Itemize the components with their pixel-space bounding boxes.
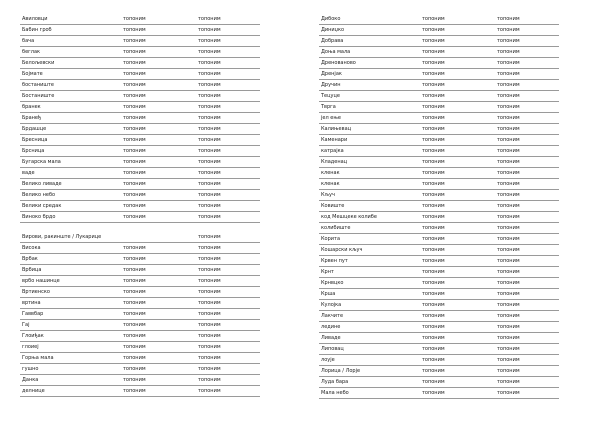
toponym-type-cell: топоним (420, 322, 495, 333)
toponym-type-cell: топоним (196, 179, 260, 190)
toponym-name-cell: Дручин (319, 80, 420, 91)
table-row (319, 157, 559, 168)
table-row (319, 91, 559, 102)
toponym-type-cell: топоним (495, 289, 559, 300)
toponym-type-cell: топоним (495, 36, 559, 47)
toponym-name-cell: катрајка (319, 146, 420, 157)
table-row (20, 375, 260, 386)
toponym-type-cell: топоним (495, 234, 559, 245)
toponym-name-cell: Вирови, ракинште / Лукарице (20, 223, 121, 243)
toponym-type-cell: топоним (196, 58, 260, 69)
toponym-type-cell: топоним (495, 212, 559, 223)
toponym-name-cell: Ливаде (319, 333, 420, 344)
table-row (20, 201, 260, 212)
toponym-type-cell: топоним (121, 113, 196, 124)
toponym-type-cell: топоним (495, 300, 559, 311)
toponym-type-cell: топоним (196, 36, 260, 47)
toponym-name-cell: Доња мала (319, 47, 420, 58)
toponym-name-cell: врбо нашинце (20, 276, 121, 287)
toponym-name-cell: Бојмате (20, 69, 121, 80)
toponym-type-cell: топоним (196, 287, 260, 298)
toponym-type-cell: топоним (121, 91, 196, 102)
toponym-type-cell: топоним (420, 80, 495, 91)
toponym-type-cell: топоним (121, 190, 196, 201)
toponym-type-cell: топоним (495, 102, 559, 113)
toponym-type-cell: топоним (196, 375, 260, 386)
toponym-type-cell: топоним (196, 47, 260, 58)
toponym-type-cell: топоним (495, 333, 559, 344)
table-row (20, 287, 260, 298)
toponym-name-cell: Висока (20, 243, 121, 254)
toponym-type-cell: топоним (420, 179, 495, 190)
toponym-name-cell: Брдашце (20, 124, 121, 135)
toponym-type-cell: топоним (196, 135, 260, 146)
toponym-type-cell: топоним (121, 375, 196, 386)
toponym-name-cell: Крнт (319, 267, 420, 278)
toponym-name-cell: гушно (20, 364, 121, 375)
toponym-type-cell: топоним (196, 298, 260, 309)
toponym-name-cell: Виноко брдо (20, 212, 121, 223)
toponym-type-cell: топоним (121, 254, 196, 265)
table-row (319, 179, 559, 190)
toponym-type-cell: топоним (121, 276, 196, 287)
toponym-name-cell: Велики средак (20, 201, 121, 212)
table-row (20, 91, 260, 102)
toponym-type-cell: топоним (495, 366, 559, 377)
table-row (20, 14, 260, 25)
toponym-type-cell: топоним (495, 80, 559, 91)
table-row (319, 14, 559, 25)
toponym-type-cell: топоним (196, 265, 260, 276)
toponym-type-cell: топоним (196, 276, 260, 287)
toponym-type-cell: топоним (121, 386, 196, 397)
toponym-type-cell: топоним (121, 320, 196, 331)
table-row (319, 168, 559, 179)
table-row (319, 80, 559, 91)
toponym-name-cell: Кошарски кључ (319, 245, 420, 256)
toponym-name-cell: Крша (319, 289, 420, 300)
table-row (319, 366, 559, 377)
toponym-type-cell: топоним (495, 201, 559, 212)
toponym-type-cell: топоним (196, 190, 260, 201)
toponym-type-cell: топоним (495, 91, 559, 102)
toponym-name-cell: Авиловци (20, 14, 121, 25)
toponym-type-cell: топоним (196, 342, 260, 353)
toponym-name-cell: Липовац (319, 344, 420, 355)
toponym-type-cell: топоним (495, 47, 559, 58)
toponym-type-cell: топоним (121, 179, 196, 190)
table-row (319, 102, 559, 113)
table-row (20, 386, 260, 397)
table-row (319, 58, 559, 69)
toponym-type-cell: топоним (196, 80, 260, 91)
toponym-name-cell: Добрава (319, 36, 420, 47)
toponym-type-cell: топоним (121, 364, 196, 375)
table-row (319, 25, 559, 36)
table-row (20, 168, 260, 179)
toponym-name-cell: Луда бара (319, 377, 420, 388)
table-row (20, 364, 260, 375)
toponym-type-cell: топоним (196, 212, 260, 223)
toponym-type-cell: топоним (495, 25, 559, 36)
toponym-type-cell: топоним (420, 36, 495, 47)
toponym-type-cell: топоним (121, 102, 196, 113)
toponym-type-cell: топоним (196, 331, 260, 342)
table-row (20, 135, 260, 146)
toponym-type-cell: топоним (495, 245, 559, 256)
table-row (319, 146, 559, 157)
left-table (20, 14, 260, 397)
toponym-type-cell: топоним (420, 278, 495, 289)
toponym-type-cell: топоним (495, 278, 559, 289)
toponym-type-cell: топоним (196, 91, 260, 102)
toponym-name-cell: Врбак (20, 254, 121, 265)
toponym-type-cell: топоним (196, 102, 260, 113)
table-row (319, 355, 559, 366)
table-row (319, 322, 559, 333)
toponym-type-cell: топоним (420, 69, 495, 80)
table-row (20, 124, 260, 135)
toponym-type-cell: топоним (495, 135, 559, 146)
toponym-type-cell: топоним (121, 331, 196, 342)
toponym-type-cell: топоним (420, 135, 495, 146)
right-table (319, 14, 559, 399)
table-row (319, 344, 559, 355)
toponym-name-cell: Велико ливаде (20, 179, 121, 190)
toponym-name-cell: Тврга (319, 102, 420, 113)
toponym-type-cell: топоним (495, 14, 559, 25)
toponym-name-cell: Врбица (20, 265, 121, 276)
table-row (319, 388, 559, 399)
toponym-type-cell: топоним (420, 355, 495, 366)
toponym-type-cell: топоним (420, 212, 495, 223)
toponym-type-cell: топоним (420, 344, 495, 355)
toponym-name-cell: Бранеђ (20, 113, 121, 124)
toponym-type-cell: топоним (196, 69, 260, 80)
toponym-type-cell: топоним (420, 289, 495, 300)
table-row (319, 256, 559, 267)
toponym-name-cell: Дибоко (319, 14, 420, 25)
table-row (20, 265, 260, 276)
toponym-type-cell: топоним (196, 254, 260, 265)
toponym-type-cell: топоним (420, 113, 495, 124)
toponym-type-cell: топоним (121, 201, 196, 212)
toponym-type-cell: топоним (420, 146, 495, 157)
table-row (319, 47, 559, 58)
toponym-type-cell: топоним (420, 333, 495, 344)
table-row (20, 58, 260, 69)
toponym-type-cell: топоним (196, 124, 260, 135)
toponym-type-cell: топоним (420, 91, 495, 102)
toponym-name-cell: Кладенац (319, 157, 420, 168)
toponym-name-cell: Вртиенско (20, 287, 121, 298)
table-row (319, 113, 559, 124)
toponym-name-cell: код Мешцеке колибе (319, 212, 420, 223)
toponym-type-cell: топоним (495, 388, 559, 399)
toponym-type-cell: топоним (495, 344, 559, 355)
table-row (20, 223, 260, 243)
toponym-name-cell: ваде (20, 168, 121, 179)
table-row (319, 135, 559, 146)
toponym-type-cell: топоним (121, 342, 196, 353)
toponym-name-cell: Ковиште (319, 201, 420, 212)
toponym-name-cell: Гај (20, 320, 121, 331)
toponym-type-cell: топоним (196, 364, 260, 375)
toponym-type-cell: топоним (196, 243, 260, 254)
toponym-name-cell: Белољевски (20, 58, 121, 69)
toponym-type-cell: топоним (420, 201, 495, 212)
table-row (319, 377, 559, 388)
toponym-type-cell: топоним (196, 353, 260, 364)
table-row (319, 124, 559, 135)
toponym-type-cell: топоним (420, 267, 495, 278)
toponym-type-cell: топоним (121, 168, 196, 179)
toponym-name-cell: Гаввбар (20, 309, 121, 320)
table-row (20, 190, 260, 201)
table-row (20, 36, 260, 47)
toponym-type-cell: топоним (420, 58, 495, 69)
table-row (319, 36, 559, 47)
toponym-type-cell: топоним (420, 366, 495, 377)
table-row (319, 278, 559, 289)
table-row (20, 146, 260, 157)
table-row (319, 311, 559, 322)
toponym-type-cell: топоним (495, 124, 559, 135)
toponym-type-cell: топоним (420, 102, 495, 113)
table-row (20, 69, 260, 80)
table-row (319, 245, 559, 256)
toponym-type-cell: топоним (121, 58, 196, 69)
toponym-name-cell: Дренјак (319, 69, 420, 80)
toponym-name-cell: Бресница (20, 135, 121, 146)
toponym-type-cell: топоним (495, 179, 559, 190)
table-row (319, 289, 559, 300)
toponym-type-cell: топоним (196, 157, 260, 168)
toponym-type-cell: топоним (420, 234, 495, 245)
toponym-name-cell: Калињевац (319, 124, 420, 135)
toponym-name-cell: глоиеј (20, 342, 121, 353)
toponym-name-cell: Данка (20, 375, 121, 386)
toponym-name-cell: Крвен пут (319, 256, 420, 267)
toponym-name-cell: ледине (319, 322, 420, 333)
toponym-type-cell: топоним (420, 124, 495, 135)
toponym-type-cell: топоним (196, 320, 260, 331)
toponym-type-cell: топоним (196, 14, 260, 25)
toponym-type-cell: топоним (495, 113, 559, 124)
toponym-type-cell: топоним (196, 25, 260, 36)
toponym-type-cell: топоним (121, 157, 196, 168)
table-row (319, 223, 559, 234)
toponym-type-cell: топоним (196, 309, 260, 320)
toponym-name-cell: кленак (319, 179, 420, 190)
table-row (319, 190, 559, 201)
toponym-type-cell: топоним (196, 386, 260, 397)
toponym-type-cell: топоним (420, 190, 495, 201)
table-row (20, 113, 260, 124)
toponym-type-cell: топоним (420, 311, 495, 322)
table-row (319, 69, 559, 80)
toponym-type-cell: топоним (420, 256, 495, 267)
toponym-name-cell: кленак (319, 168, 420, 179)
toponym-type-cell: топоним (121, 135, 196, 146)
table-row (20, 298, 260, 309)
toponym-name-cell: Велико небо (20, 190, 121, 201)
toponym-type-cell: топоним (196, 201, 260, 212)
toponym-name-cell: Каменари (319, 135, 420, 146)
toponym-type-cell: топоним (495, 355, 559, 366)
toponym-type-cell: топоним (121, 353, 196, 364)
table-row (20, 47, 260, 58)
table-row (20, 309, 260, 320)
toponym-name-cell: Дренованово (319, 58, 420, 69)
toponym-name-cell: јел ење (319, 113, 420, 124)
toponym-type-cell: топоним (495, 311, 559, 322)
toponym-type-cell: топоним (420, 245, 495, 256)
toponym-type-cell: топоним (495, 69, 559, 80)
toponym-type-cell: топоним (420, 25, 495, 36)
toponym-type-cell: топоним (121, 243, 196, 254)
toponym-type-cell: топоним (495, 146, 559, 157)
table-row (319, 234, 559, 245)
toponym-type-cell: топоним (495, 190, 559, 201)
table-row (20, 212, 260, 223)
toponym-name-cell: делнице (20, 386, 121, 397)
table-row (20, 320, 260, 331)
toponym-type-cell: топоним (420, 168, 495, 179)
table-row (20, 342, 260, 353)
table-row (20, 353, 260, 364)
toponym-type-cell: топоним (121, 146, 196, 157)
toponym-name-cell: Бостаниште (20, 91, 121, 102)
toponym-type-cell: топоним (196, 168, 260, 179)
toponym-type-cell: топоним (495, 256, 559, 267)
toponym-type-cell: топоним (196, 113, 260, 124)
toponym-type-cell: топоним (121, 212, 196, 223)
toponym-type-cell: топоним (121, 36, 196, 47)
toponym-name-cell: Кључ (319, 190, 420, 201)
table-row (20, 102, 260, 113)
toponym-type-cell: топоним (121, 69, 196, 80)
toponym-type-cell: топоним (121, 14, 196, 25)
toponym-name-cell: бостаниште (20, 80, 121, 91)
table-row (20, 80, 260, 91)
toponym-type-cell: топоним (495, 377, 559, 388)
toponym-name-cell: Мала небо (319, 388, 420, 399)
toponym-name-cell: Диниџко (319, 25, 420, 36)
toponym-type-cell: топоним (121, 309, 196, 320)
toponym-type-cell: топоним (420, 388, 495, 399)
toponym-name-cell: бача (20, 36, 121, 47)
toponym-name-cell: Брсница (20, 146, 121, 157)
toponym-name-cell: Крнвцко (319, 278, 420, 289)
toponym-type-cell: топоним (495, 322, 559, 333)
toponym-name-cell: Глоиђак (20, 331, 121, 342)
toponym-name-cell: лоује (319, 355, 420, 366)
table-row (20, 179, 260, 190)
toponym-name-cell: Лакчите (319, 311, 420, 322)
toponym-type-cell: топоним (420, 157, 495, 168)
table-row (20, 254, 260, 265)
table-row (319, 267, 559, 278)
toponym-type-cell: топоним (121, 265, 196, 276)
toponym-type-cell: топоним (121, 25, 196, 36)
table-row (20, 25, 260, 36)
table-row (20, 331, 260, 342)
toponym-name-cell: Бабин гроб (20, 25, 121, 36)
toponym-type-cell: топоним (121, 287, 196, 298)
toponym-name-cell: Кулојка (319, 300, 420, 311)
toponym-name-cell: вртина (20, 298, 121, 309)
toponym-name-cell: бранек (20, 102, 121, 113)
toponym-type-cell: топоним (495, 223, 559, 234)
toponym-type-cell: топоним (495, 58, 559, 69)
toponym-type-cell: топоним (495, 267, 559, 278)
toponym-type-cell: топоним (121, 124, 196, 135)
toponym-name-cell: Лорица / Лорје (319, 366, 420, 377)
toponym-type-cell: топоним (495, 168, 559, 179)
toponym-type-cell: топоним (420, 300, 495, 311)
toponym-type-cell: топоним (420, 223, 495, 234)
toponym-type-cell: топоним (196, 146, 260, 157)
toponym-type-cell: топоним (495, 157, 559, 168)
toponym-name-cell: Тецуце (319, 91, 420, 102)
toponym-type-cell: топоним (121, 80, 196, 91)
table-row (20, 157, 260, 168)
table-row (319, 300, 559, 311)
table-row (319, 201, 559, 212)
toponym-type-cell: топоним (121, 47, 196, 58)
toponym-type-cell: топоним (420, 47, 495, 58)
toponym-name-cell: Корита (319, 234, 420, 245)
toponym-type-cell: топоним (420, 377, 495, 388)
table-row (20, 276, 260, 287)
toponym-type-cell: топоним (121, 298, 196, 309)
table-row (319, 212, 559, 223)
toponym-name-cell: Бугарска мала (20, 157, 121, 168)
toponym-name-cell: колибиште (319, 223, 420, 234)
toponym-type-cell (121, 223, 196, 243)
table-row (319, 333, 559, 344)
toponym-name-cell: беглак (20, 47, 121, 58)
table-row (20, 243, 260, 254)
toponym-type-cell: топоним (196, 223, 260, 243)
toponym-name-cell: Горња мала (20, 353, 121, 364)
toponym-type-cell: топоним (420, 14, 495, 25)
